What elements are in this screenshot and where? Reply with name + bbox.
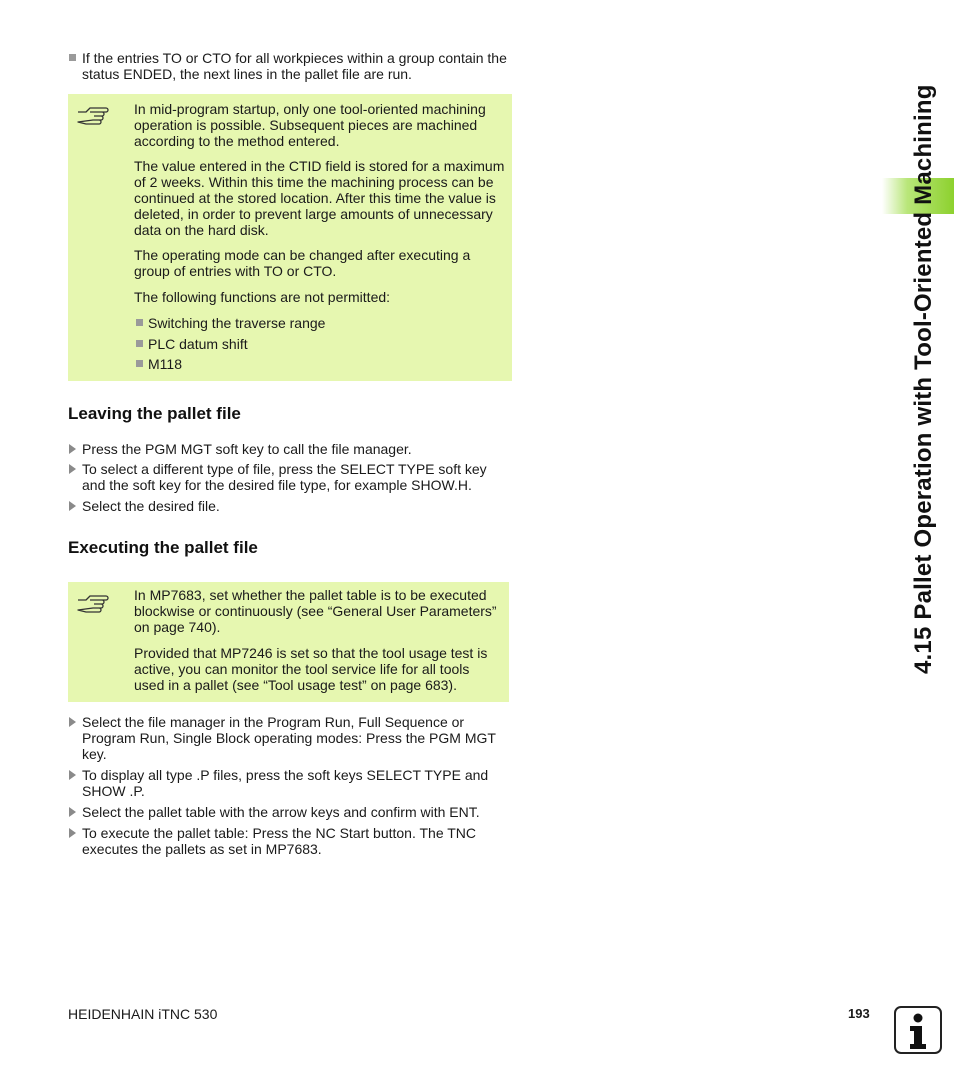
note-paragraph: In MP7683, set whether the pallet table is to be executed blockwise or continuously (see “General User Parameters” on page 740). (134, 587, 497, 635)
note-paragraph: The operating mode can be changed after executing a group of entries with TO or CTO. (134, 247, 471, 279)
pointing-hand-icon (76, 592, 110, 616)
square-bullet-icon (136, 319, 143, 326)
not-permitted-item: PLC datum shift (134, 336, 248, 352)
info-i-glyph (896, 1008, 940, 1052)
intro-list-item (68, 50, 513, 82)
square-bullet-icon (136, 360, 143, 367)
step-list-item: To select a different type of file, press the SELECT TYPE soft key and the soft key for the desired file type, for example SHOW.H. (82, 461, 487, 493)
step-list-item: Select the desired file. (82, 498, 220, 514)
info-i-icon (894, 1006, 942, 1054)
step-list-item: Press the PGM MGT soft key to call the file manager. (82, 441, 412, 457)
not-permitted-item: Switching the traverse range (134, 315, 325, 331)
note-paragraph: In mid-program startup, only one tool-oriented machining operation is possible. Subsequent pieces are machined according to the method entered. (134, 101, 486, 149)
step-list-item: Select the pallet table with the arrow keys and confirm with ENT. (82, 804, 480, 820)
page-number: 193 (848, 1006, 870, 1021)
step-list-item: To execute the pallet table: Press the NC Start button. The TNC executes the pallets as set in MP7683. (82, 825, 477, 857)
note-paragraph: Provided that MP7246 is set so that the tool usage test is active, you can monitor the tool service life for all tools used in a pallet (see “Tool usage test” on page 683). (134, 645, 488, 693)
note-paragraph: The following functions are not permitted: (134, 289, 391, 305)
not-permitted-item: M118 (134, 356, 182, 372)
intro-text: If the entries TO or CTO for all workpieces within a group contain the status ENDED, the next lines in the pallet file are run. (82, 50, 507, 82)
footer-product-name: HEIDENHAIN iTNC 530 (68, 1006, 218, 1022)
square-bullet-icon (136, 340, 143, 347)
note-box-mid-program (68, 94, 512, 381)
section-heading-executing: Executing the pallet file (68, 538, 258, 557)
note-paragraph: The value entered in the CTID field is stored for a maximum of 2 weeks. Within this time the machining process can be continued at the stored location. After this time the value is deleted, in order to prevent large amounts of unnecessary data on the hard disk. (134, 158, 505, 238)
section-heading-leaving: Leaving the pallet file (68, 404, 241, 423)
pointing-hand-icon (76, 104, 110, 128)
chapter-side-title: 4.15 Pallet Operation with Tool-Oriented Machining (910, 84, 937, 674)
step-list-item: To display all type .P files, press the soft keys SELECT TYPE and SHOW .P. (82, 767, 489, 799)
note-box-executing (68, 582, 509, 702)
step-list-item: Select the file manager in the Program Run, Full Sequence or Program Run, Single Block operating modes: Press the PGM MGT key. (82, 714, 496, 762)
